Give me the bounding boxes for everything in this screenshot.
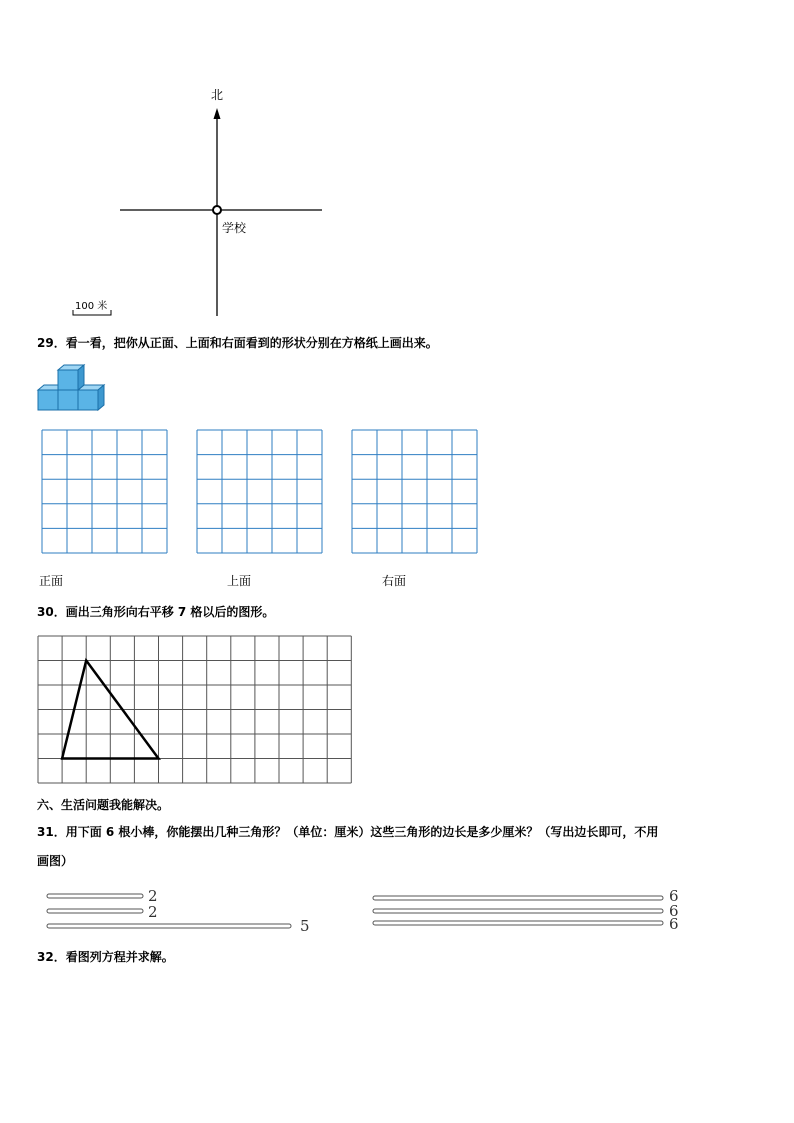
stick-3-length: 5 [300, 917, 310, 935]
question-31-text-line2: 画图） [37, 854, 74, 868]
grid-label-top: 上面 [227, 574, 252, 588]
grid-label-right: 右面 [382, 574, 407, 588]
grid-label-front: 正面 [39, 574, 64, 588]
stick-6 [373, 921, 663, 925]
scale-label: 100 米 [75, 301, 108, 312]
school-label: 学校 [222, 221, 247, 235]
stick-6-length: 6 [669, 915, 679, 933]
stick-1 [47, 894, 143, 898]
question-30-text: 30．画出三角形向右平移 7 格以后的图形。 [37, 605, 275, 619]
question-29-text: 29．看一看，把你从正面、上面和右面看到的形状分别在方格纸上画出来。 [37, 336, 438, 350]
section-6-title: 六、生活问题我能解决。 [37, 798, 170, 812]
question-32-text: 32．看图列方程并求解。 [37, 950, 174, 964]
north-label: 北 [211, 88, 224, 102]
question-31-text-line1: 31．用下面 6 根小棒，你能摆出几种三角形？（单位：厘米）这些三角形的边长是多少厘米？（写出边长即可，不用 [37, 825, 659, 839]
stick-1-length: 2 [148, 887, 158, 905]
stick-4-length: 6 [669, 887, 679, 905]
stick-2-length: 2 [148, 903, 158, 921]
stick-4 [373, 896, 663, 900]
stick-5 [373, 909, 663, 913]
stick-3 [47, 924, 291, 928]
stick-2 [47, 909, 143, 913]
stick-5-length: 6 [669, 902, 679, 920]
